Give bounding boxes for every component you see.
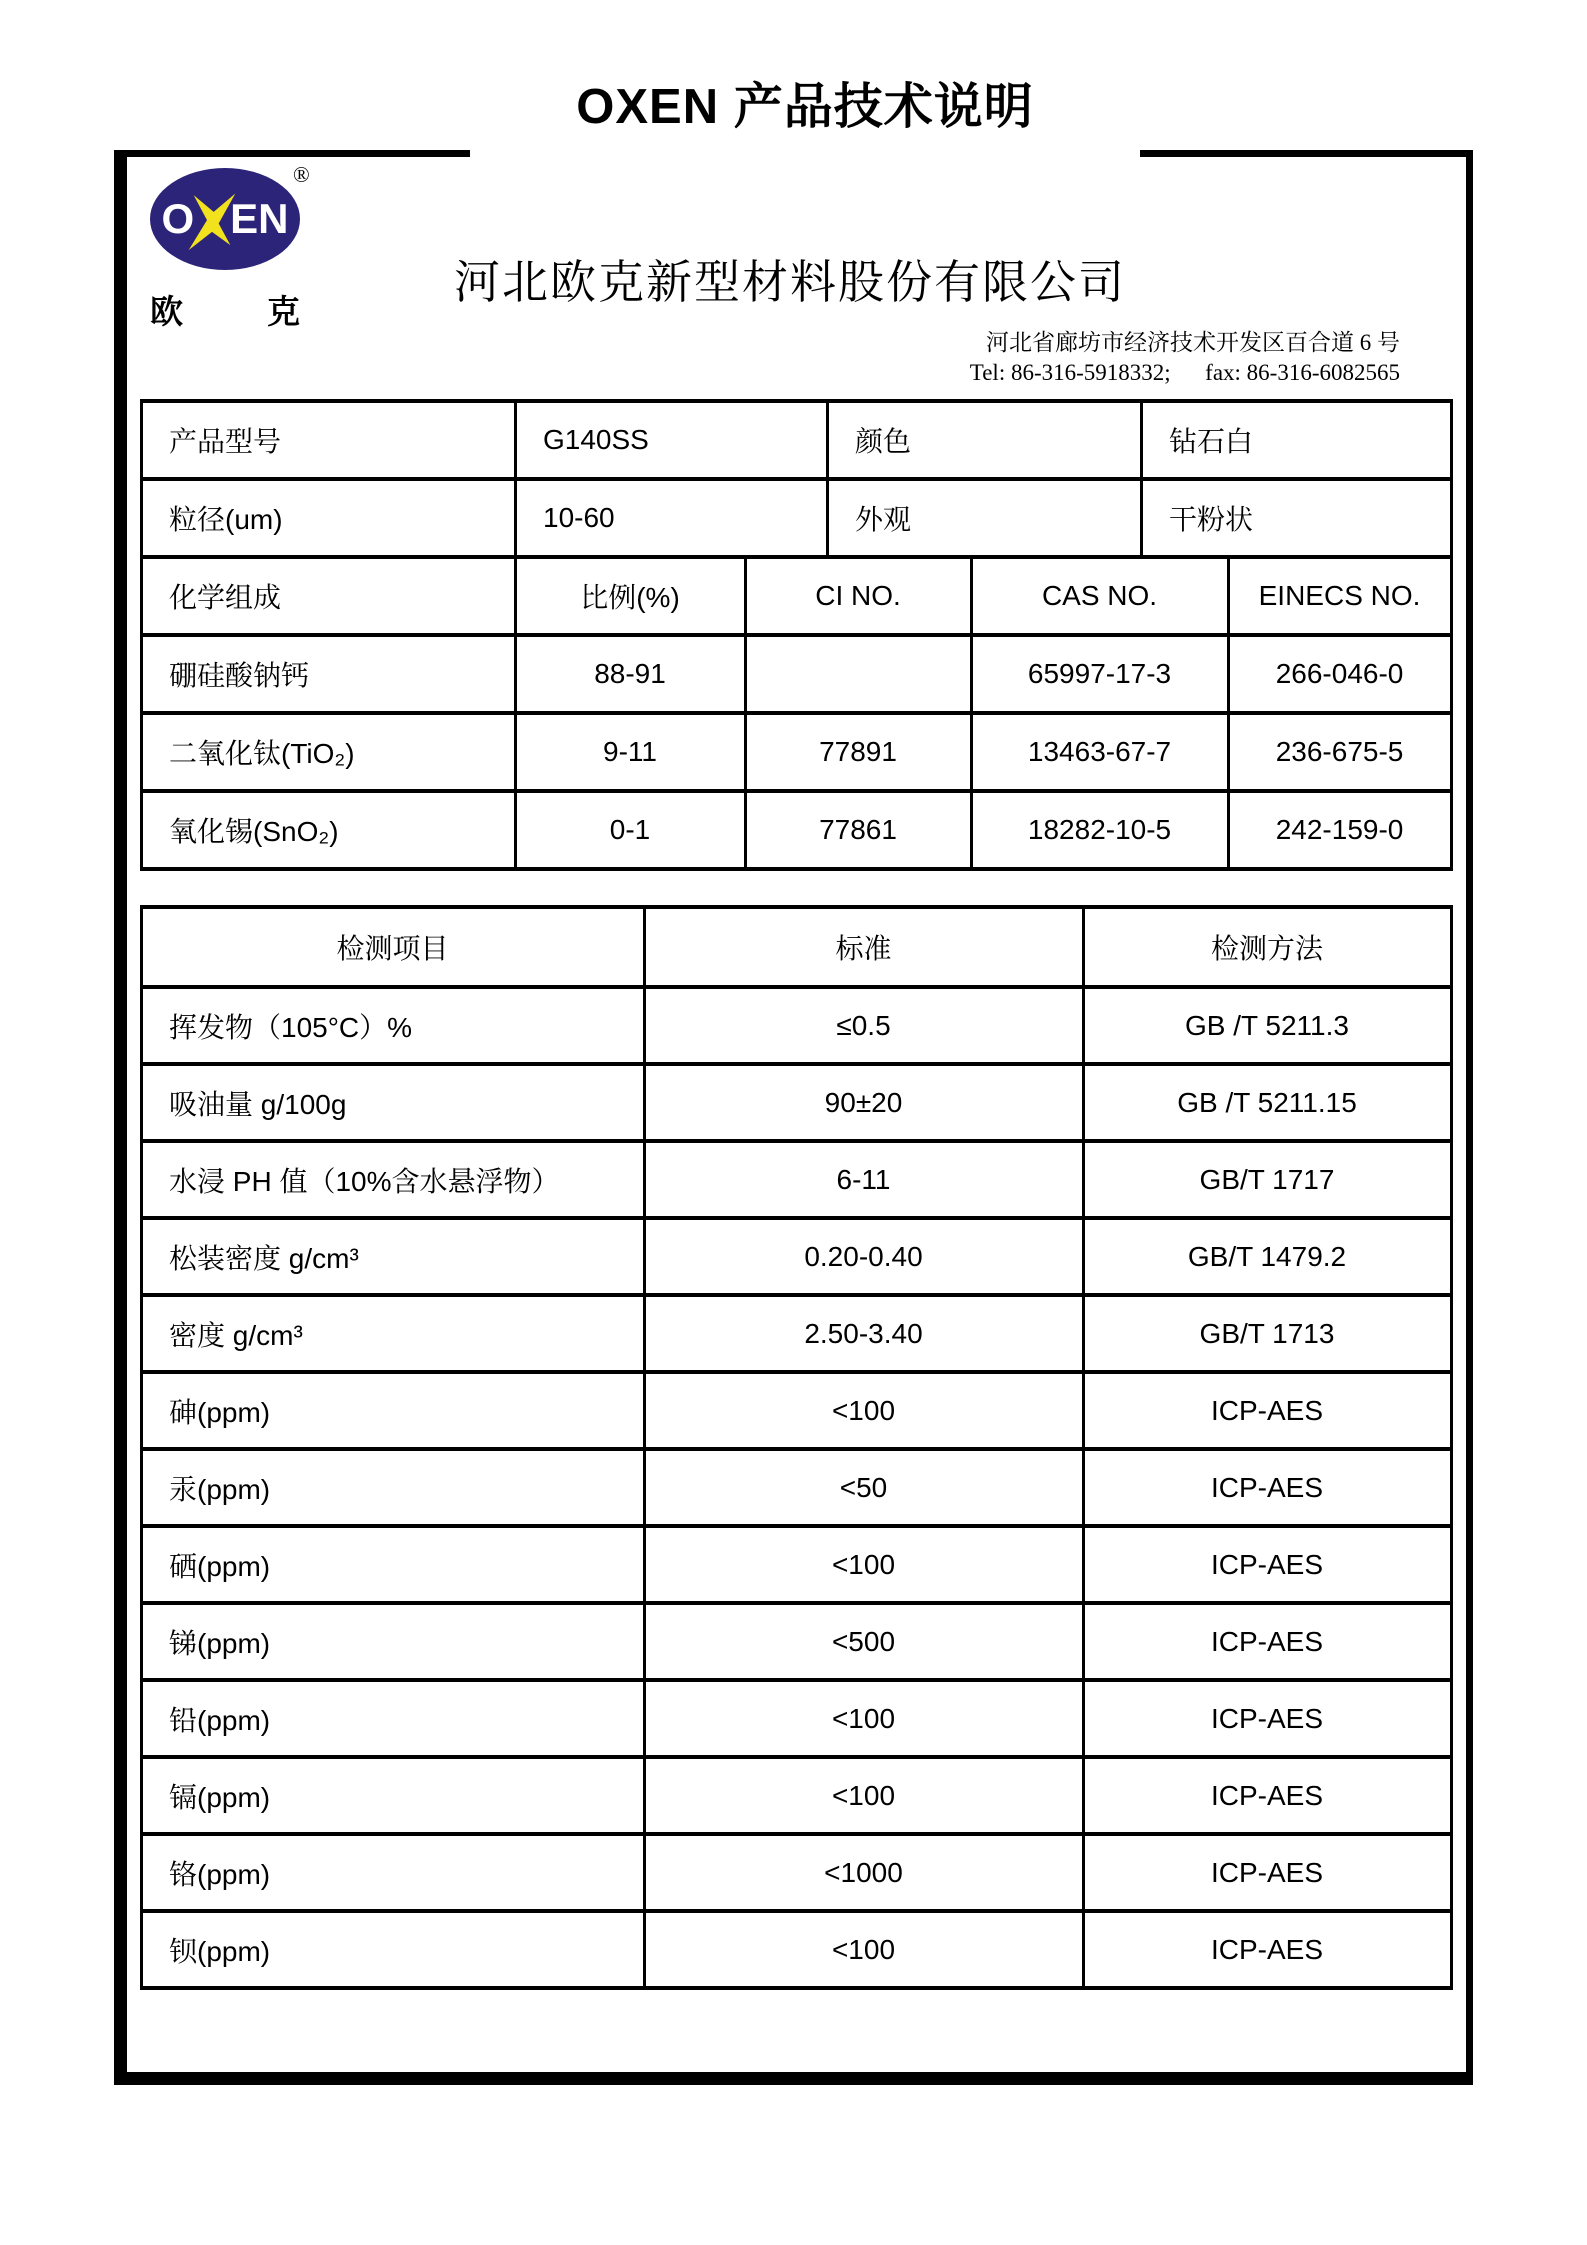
table-cell: G140SS (516, 401, 828, 479)
table-cell: 9-11 (516, 713, 746, 791)
table-cell: 松装密度 g/cm³ (142, 1218, 645, 1295)
table-cell: 粒径(um) (142, 479, 516, 557)
logo-letters-en: EN (230, 195, 289, 242)
logo-letter-o: O (161, 195, 195, 242)
table-cell: 0.20-0.40 (645, 1218, 1084, 1295)
table-cell: 18282-10-5 (972, 791, 1229, 869)
table-row (142, 1603, 1452, 1680)
table-row (142, 1834, 1452, 1911)
table-cell: 88-91 (516, 635, 746, 713)
table-cell: <100 (645, 1680, 1084, 1757)
table-cell: 铬(ppm) (142, 1834, 645, 1911)
table-cell: ≤0.5 (645, 987, 1084, 1064)
table-row (142, 479, 1452, 557)
logo-caption (150, 286, 300, 333)
table-row (142, 1218, 1452, 1295)
product-spec-table (140, 399, 1453, 871)
table-row (142, 1372, 1452, 1449)
table-cell: ICP-AES (1084, 1449, 1452, 1526)
table-cell: ICP-AES (1084, 1372, 1452, 1449)
table-cell: 硼硅酸钠钙 (142, 635, 516, 713)
table-cell: ICP-AES (1084, 1526, 1452, 1603)
table-row (142, 635, 1452, 713)
table-row (142, 557, 1452, 635)
company-contact: Tel: 86-316-5918332; fax: 86-316-6082565 (969, 360, 1400, 385)
table-row (142, 1064, 1452, 1141)
table-cell: 挥发物（105°C）% (142, 987, 645, 1064)
table-cell: 0-1 (516, 791, 746, 869)
table-cell: CI NO. (746, 557, 972, 635)
table-cell: 266-046-0 (1229, 635, 1452, 713)
table-row (142, 1449, 1452, 1526)
table-row (142, 791, 1452, 869)
table-row (142, 1295, 1452, 1372)
table-cell: EINECS NO. (1229, 557, 1452, 635)
table-cell: 比例(%) (516, 557, 746, 635)
company-address: 河北省廊坊市经济技术开发区百合道 6 号 (986, 330, 1400, 355)
table-cell: 77891 (746, 713, 972, 791)
table-cell: 砷(ppm) (142, 1372, 645, 1449)
table-cell: 锑(ppm) (142, 1603, 645, 1680)
table-cell: <50 (645, 1449, 1084, 1526)
table-row (142, 1911, 1452, 1988)
table-cell (746, 635, 972, 713)
table-cell: CAS NO. (972, 557, 1229, 635)
table-row (142, 907, 1452, 987)
table-cell: ICP-AES (1084, 1680, 1452, 1757)
table-cell: 密度 g/cm³ (142, 1295, 645, 1372)
table-cell: <100 (645, 1911, 1084, 1988)
star-shape (189, 194, 236, 251)
table-cell: 65997-17-3 (972, 635, 1229, 713)
table-cell: 硒(ppm) (142, 1526, 645, 1603)
table-row (142, 987, 1452, 1064)
table-row (142, 713, 1452, 791)
table-cell: 90±20 (645, 1064, 1084, 1141)
logo-ellipse (150, 168, 300, 270)
table-cell: GB /T 5211.3 (1084, 987, 1452, 1064)
table-cell: 236-675-5 (1229, 713, 1452, 791)
test-spec-table (140, 905, 1453, 1990)
table-cell: 检测方法 (1084, 907, 1452, 987)
table-cell: GB/T 1713 (1084, 1295, 1452, 1372)
table-cell: 检测项目 (142, 907, 645, 987)
table-row (142, 401, 1452, 479)
table-cell: 77861 (746, 791, 972, 869)
logo-star-icon (187, 191, 237, 251)
table-row (142, 1757, 1452, 1834)
table-cell: 铅(ppm) (142, 1680, 645, 1757)
table-cell: 产品型号 (142, 401, 516, 479)
table-cell: <1000 (645, 1834, 1084, 1911)
table-cell: 水浸 PH 值（10%含水悬浮物） (142, 1141, 645, 1218)
table-cell: 6-11 (645, 1141, 1084, 1218)
table-cell: 汞(ppm) (142, 1449, 645, 1526)
table-cell: ICP-AES (1084, 1603, 1452, 1680)
table-cell: ICP-AES (1084, 1911, 1452, 1988)
table-cell: 镉(ppm) (142, 1757, 645, 1834)
table-cell: 242-159-0 (1229, 791, 1452, 869)
table-cell: 标准 (645, 907, 1084, 987)
table-cell: <100 (645, 1526, 1084, 1603)
logo-caption-left: 欧 (150, 293, 183, 330)
table-cell: GB /T 5211.15 (1084, 1064, 1452, 1141)
table-cell: 氧化锡(SnO₂) (142, 791, 516, 869)
table-cell: 二氧化钛(TiO₂) (142, 713, 516, 791)
table-cell: ICP-AES (1084, 1757, 1452, 1834)
table-cell: 化学组成 (142, 557, 516, 635)
table-cell: 2.50-3.40 (645, 1295, 1084, 1372)
table-cell: <500 (645, 1603, 1084, 1680)
table-cell: GB/T 1479.2 (1084, 1218, 1452, 1295)
table-cell: ICP-AES (1084, 1834, 1452, 1911)
company-name: 河北欧克新型材料股份有限公司 (454, 257, 1126, 308)
registered-trademark-icon: ® (293, 162, 310, 187)
table-cell: 颜色 (828, 401, 1142, 479)
logo-caption-right: 克 (267, 293, 300, 330)
table-cell: GB/T 1717 (1084, 1141, 1452, 1218)
company-address-block (970, 328, 1400, 388)
table-cell: 10-60 (516, 479, 828, 557)
company-logo (150, 168, 300, 270)
table-cell: 吸油量 g/100g (142, 1064, 645, 1141)
table-cell: 钡(ppm) (142, 1911, 645, 1988)
table-row (142, 1680, 1452, 1757)
table-cell: 外观 (828, 479, 1142, 557)
table-cell: 干粉状 (1142, 479, 1452, 557)
table-row (142, 1526, 1452, 1603)
table-cell: <100 (645, 1372, 1084, 1449)
page-title: OXEN 产品技术说明 (470, 56, 1140, 158)
table-cell: 13463-67-7 (972, 713, 1229, 791)
table-row (142, 1141, 1452, 1218)
table-cell: 钻石白 (1142, 401, 1452, 479)
table-cell: <100 (645, 1757, 1084, 1834)
